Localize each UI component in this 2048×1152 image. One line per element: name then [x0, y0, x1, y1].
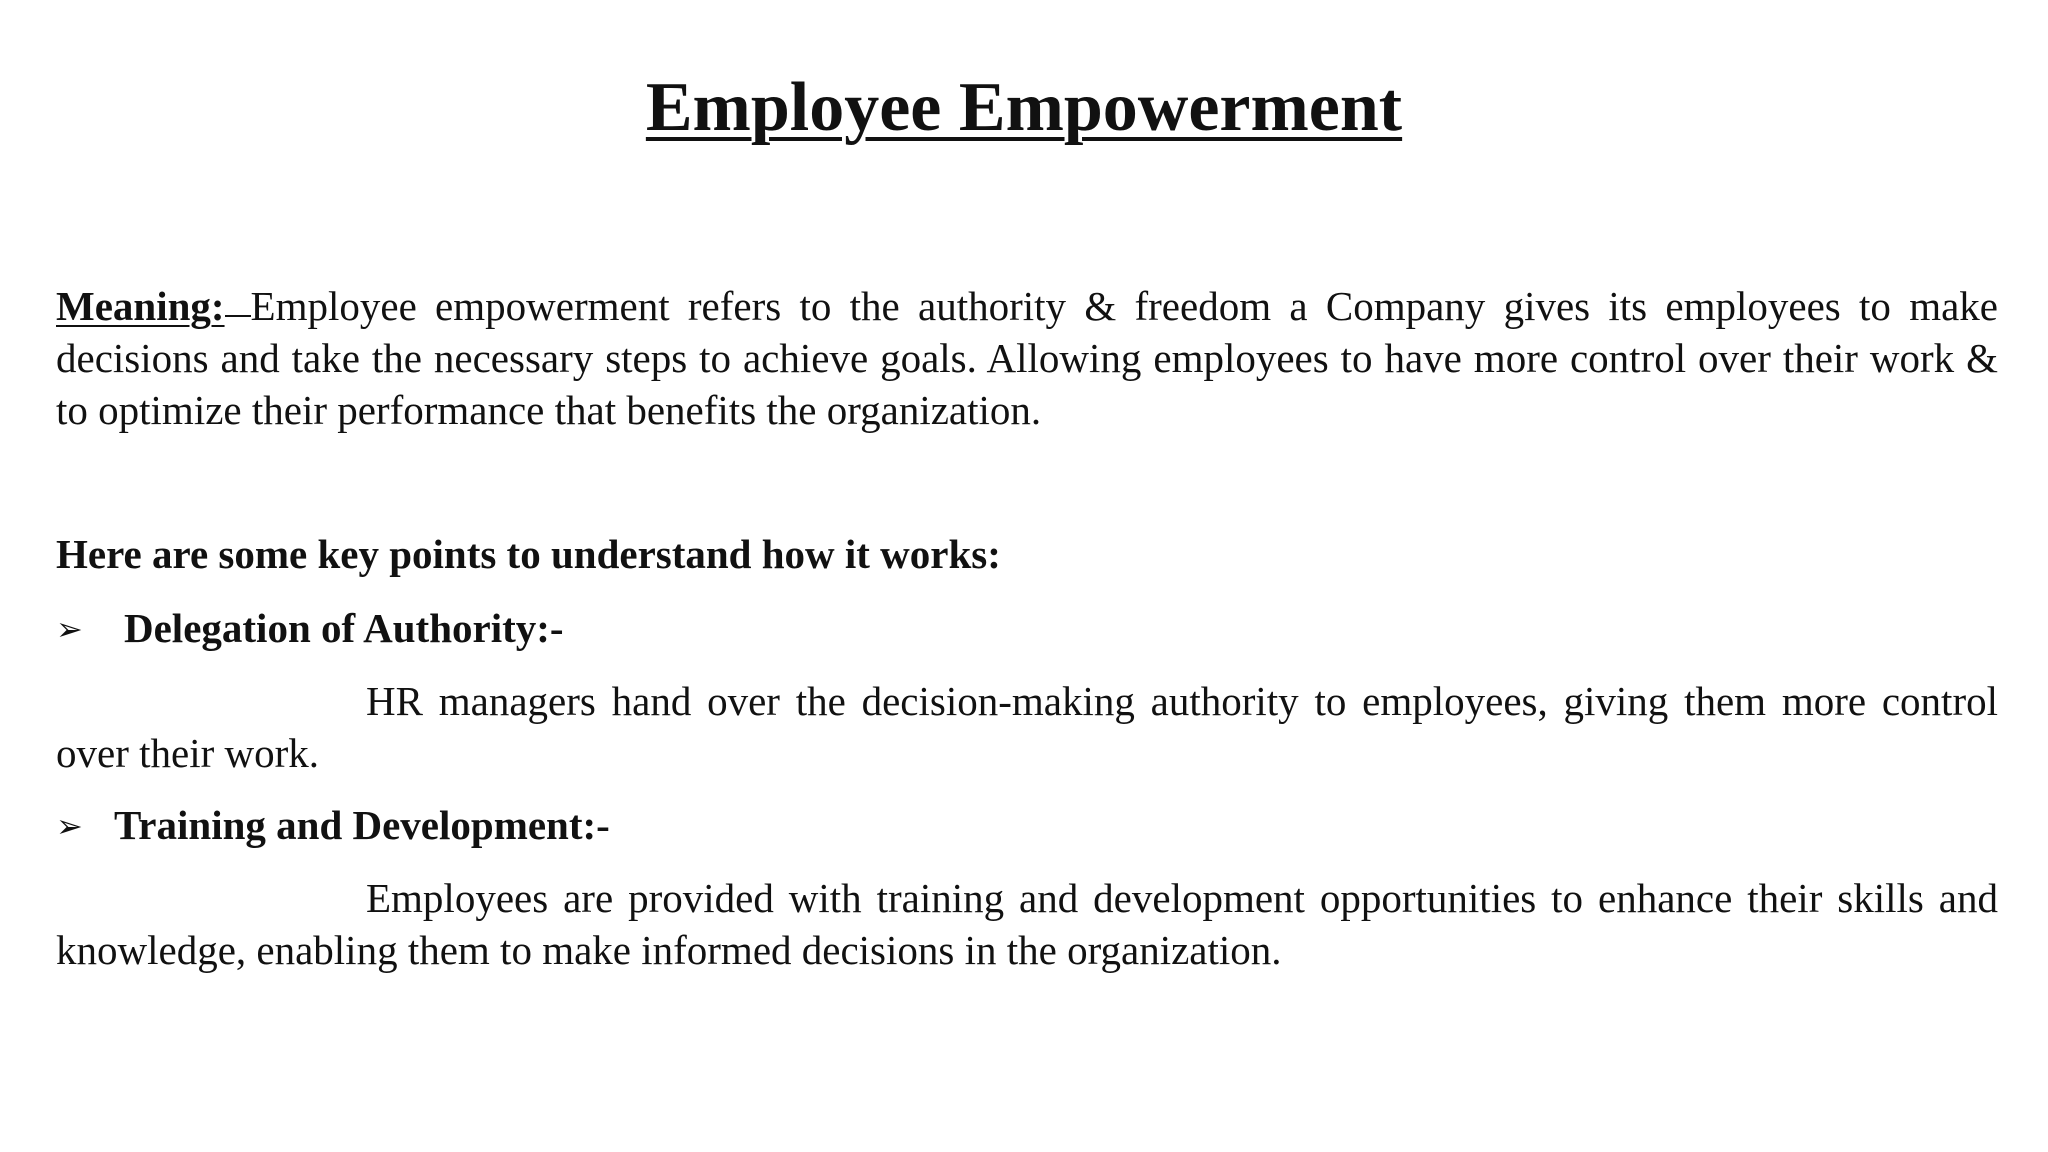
point-heading-delegation: [56, 602, 564, 655]
point-heading-training: [56, 799, 610, 852]
point-description-training: Employees are provided with training and development opportunities to enhance their skills and knowledge, enabling them to make informed decisions in the organization.: [56, 875, 1998, 973]
page-title: Employee Empowerment: [645, 69, 1403, 146]
key-points-intro: Here are some key points to understand how it works:: [56, 531, 1001, 577]
meaning-text: Employee empowerment refers to the authority & freedom a Company gives its employees to make decisions and take the necessary steps to achieve goals. Allowing employees to have more control over their work & to optimize their performance that benefits the organization.: [56, 283, 1998, 433]
meaning-paragraph: [56, 280, 1998, 436]
arrowhead-bullet-icon: ➢: [56, 610, 83, 648]
meaning-label: Meaning:: [56, 283, 225, 329]
point-heading-label: Training and Development:-: [114, 802, 610, 848]
meaning-underline-gap: [225, 314, 251, 317]
point-heading-label: Delegation of Authority:-: [124, 605, 564, 651]
arrowhead-bullet-icon: ➢: [56, 807, 83, 845]
point-description-delegation: HR managers hand over the decision-making authority to employees, giving them more control over their work.: [56, 678, 1998, 776]
